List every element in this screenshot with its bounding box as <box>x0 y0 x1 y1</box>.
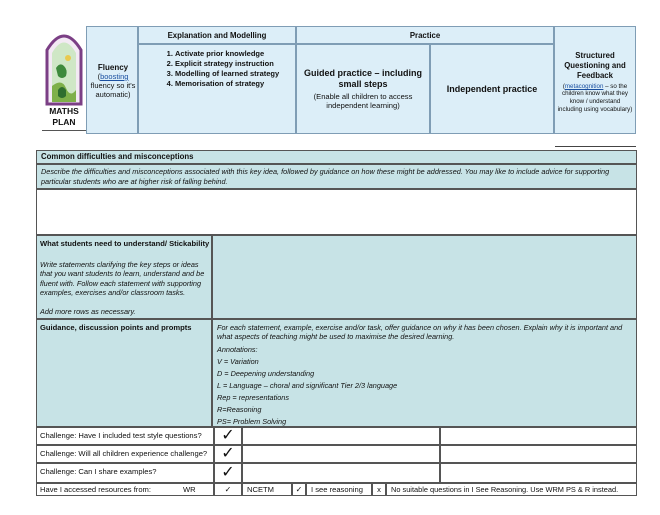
check-icon: ✓ <box>224 485 232 494</box>
annotation-item: R=Reasoning <box>217 405 262 414</box>
arch-window-icon <box>44 28 84 106</box>
independent-title: Independent practice <box>446 84 538 94</box>
challenge-text: Challenge: Will all children experience challenge? <box>40 449 208 458</box>
challenge-row-1-check[interactable] <box>214 427 242 445</box>
resource-ncetm-cell <box>242 483 292 496</box>
guided-cell <box>296 44 430 134</box>
annotation-item: V = Variation <box>217 357 259 366</box>
explanation-title-cell <box>138 26 296 44</box>
fluency-desc: (boosting fluency so it's automatic) <box>90 72 136 99</box>
annotation-item: Rep = representations <box>217 393 289 402</box>
fluency-link[interactable]: boosting <box>100 72 129 81</box>
annotation-item: D = Deepening understanding <box>217 369 315 378</box>
resource-isee-cell <box>306 483 372 496</box>
challenge-row-2-label <box>36 445 214 463</box>
annotation-item: PS= Problem Solving <box>217 417 287 426</box>
resource-ncetm-mark[interactable] <box>292 483 306 496</box>
structured-note: (metacognition – so the children know what they know / understand including using vocabulary) <box>557 82 633 113</box>
challenge-row-3-a[interactable] <box>242 463 440 483</box>
guidance-title: Guidance, discussion points and prompts <box>40 323 192 332</box>
logo-underline <box>42 130 86 131</box>
fluency-rest: fluency so it's automatic <box>90 81 136 99</box>
difficulties-desc-cell <box>36 164 637 189</box>
plan-header <box>42 26 642 134</box>
understand-answer-cell[interactable] <box>212 235 637 319</box>
fluency-title: Fluency <box>97 63 129 72</box>
guidance-desc: For each statement, example, exercise and/or task, offer guidance on why it has been chosen. Explain why it is important and what aspects of teaching might be used to maximise the desired learning. <box>217 323 623 342</box>
challenge-row-2-check[interactable] <box>214 445 242 463</box>
annotations-label: Annotations: <box>217 345 258 354</box>
header-rule <box>555 146 636 147</box>
independent-cell <box>430 44 554 134</box>
structured-link[interactable]: metacognition <box>564 82 604 90</box>
practice-title-cell <box>296 26 554 44</box>
challenge-row-1-a[interactable] <box>242 427 440 445</box>
resource-wr: WR <box>183 485 196 494</box>
explanation-item: 2. Explicit strategy instruction <box>175 59 305 69</box>
structured-title: Structured Questioning and Feedback <box>564 50 626 80</box>
resource-note: No suitable questions in I See Reasoning. Use WRM PS & R instead. <box>391 485 619 494</box>
explanation-title: Explanation and Modelling <box>167 30 267 40</box>
check-icon: ✓ <box>221 464 235 481</box>
challenge-row-2-b[interactable] <box>440 445 637 463</box>
practice-title: Practice <box>409 30 441 40</box>
challenge-row-1-label <box>36 427 214 445</box>
resources-label: Have I accessed resources from: <box>40 485 151 494</box>
challenge-text: Challenge: Can I share examples? <box>40 467 157 476</box>
challenge-row-1-b[interactable] <box>440 427 637 445</box>
understand-title: What students need to understand/ Stickability <box>40 239 210 248</box>
logo-label: MATHS PLAN <box>49 106 79 127</box>
challenge-row-3-check[interactable] <box>214 463 242 483</box>
explanation-item: 3. Modelling of learned strategy <box>175 69 305 79</box>
resource-wr-mark[interactable] <box>214 483 242 496</box>
check-icon: ✓ <box>221 427 235 444</box>
check-icon: ✓ <box>295 485 303 494</box>
difficulties-title-cell <box>36 150 637 164</box>
understand-desc: Write statements clarifying the key steps or ideas that you want students to learn, understand and be fluent with. Follow each statement with supporting examples, exercises and/or classroom tasks. <box>40 260 205 297</box>
explanation-body-cell <box>138 44 296 134</box>
guidance-title-cell <box>36 319 212 427</box>
explanation-item: 4. Memorisation of strategy <box>175 79 305 89</box>
guidance-body-cell <box>212 319 637 427</box>
explanation-item: 1. Activate prior knowledge <box>175 49 305 59</box>
resource-isee: I see reasoning <box>311 485 363 494</box>
understand-add-more: Add more rows as necessary. <box>40 307 136 316</box>
structured-cell <box>554 26 636 134</box>
fluency-header-cell <box>86 26 138 134</box>
resources-label-cell <box>36 483 214 496</box>
challenge-text: Challenge: Have I included test style questions? <box>40 431 202 440</box>
resource-note-cell <box>386 483 637 496</box>
resource-isee-mark[interactable] <box>372 483 386 496</box>
difficulties-desc: Describe the difficulties and misconceptions associated with this key idea, followed by guidance on how these might be addressed. You may like to include advice for supporting particular students who are at higher risk of falling behind. <box>41 167 610 186</box>
cross-icon: x <box>377 485 381 494</box>
annotation-item: L = Language – choral and significant Tier 2/3 language <box>217 381 398 390</box>
understand-cell <box>36 235 212 319</box>
guided-title: Guided practice – including small steps <box>303 68 423 89</box>
difficulties-title: Common difficulties and misconceptions <box>41 152 194 161</box>
school-logo <box>42 26 86 134</box>
challenge-row-3-label <box>36 463 214 483</box>
difficulties-answer-cell[interactable] <box>36 189 637 235</box>
guided-note: (Enable all children to access independent learning) <box>313 92 413 110</box>
resource-ncetm: NCETM <box>247 485 274 494</box>
challenge-row-2-a[interactable] <box>242 445 440 463</box>
explanation-list <box>161 49 305 89</box>
challenge-row-3-b[interactable] <box>440 463 637 483</box>
check-icon: ✓ <box>221 445 235 462</box>
